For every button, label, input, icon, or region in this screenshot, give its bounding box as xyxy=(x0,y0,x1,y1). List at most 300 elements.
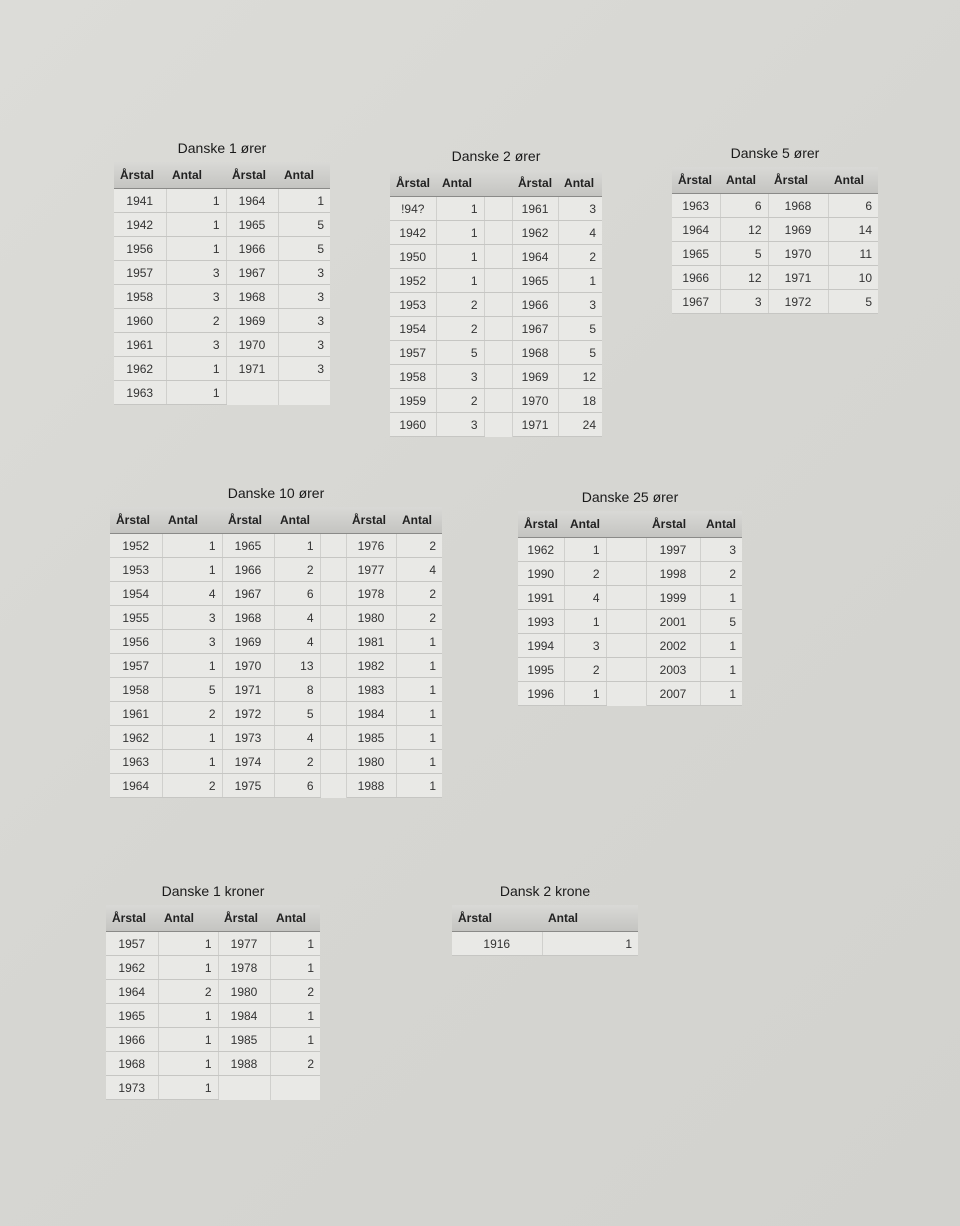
year-cell: 1974 xyxy=(222,750,274,774)
count-cell: 1 xyxy=(396,774,442,798)
count-cell: 3 xyxy=(564,634,606,658)
count-cell: 1 xyxy=(564,538,606,562)
table-row xyxy=(114,357,330,381)
table-row xyxy=(106,932,320,956)
year-cell: 1950 xyxy=(390,245,436,269)
year-cell: 1988 xyxy=(346,774,396,798)
count-cell: 2 xyxy=(436,389,484,413)
year-cell: 1966 xyxy=(672,266,720,290)
spacer-cell xyxy=(606,538,646,562)
count-cell: 1 xyxy=(396,726,442,750)
count-cell: 5 xyxy=(558,341,602,365)
column-header: Årstal xyxy=(518,511,564,538)
year-cell: 1971 xyxy=(768,266,828,290)
year-cell: 1953 xyxy=(110,558,162,582)
count-cell: 12 xyxy=(720,218,768,242)
table-block-ore5 xyxy=(672,145,878,314)
column-header: Antal xyxy=(270,905,320,932)
table-row xyxy=(110,582,442,606)
count-cell: 1 xyxy=(158,956,218,980)
table-title: Danske 5 ører xyxy=(730,145,820,161)
table-header-row xyxy=(672,167,878,194)
table-row xyxy=(390,389,602,413)
table-row xyxy=(110,606,442,630)
count-cell: 1 xyxy=(700,634,742,658)
table-row xyxy=(110,534,442,558)
count-cell: 2 xyxy=(162,702,222,726)
count-cell: 2 xyxy=(274,750,320,774)
spacer-cell xyxy=(484,317,512,341)
count-cell: 2 xyxy=(270,1052,320,1076)
year-cell: 1976 xyxy=(346,534,396,558)
count-cell: 1 xyxy=(436,269,484,293)
year-cell: 1968 xyxy=(512,341,558,365)
year-cell: 1975 xyxy=(222,774,274,798)
spacer-cell xyxy=(320,678,346,702)
year-cell: 1970 xyxy=(226,333,278,357)
count-cell: 1 xyxy=(558,269,602,293)
count-cell: 3 xyxy=(436,365,484,389)
count-cell: 2 xyxy=(166,309,226,333)
year-cell: 1993 xyxy=(518,610,564,634)
count-cell: 8 xyxy=(274,678,320,702)
count-cell: 1 xyxy=(436,221,484,245)
year-cell: 1996 xyxy=(518,682,564,706)
table-row xyxy=(518,658,742,682)
table-header-row xyxy=(390,170,602,197)
year-cell: 1965 xyxy=(222,534,274,558)
table-block-kr1 xyxy=(106,883,320,1100)
column-header-spacer xyxy=(606,511,646,538)
count-cell: 1 xyxy=(564,682,606,706)
count-cell: 5 xyxy=(558,317,602,341)
year-cell: 1964 xyxy=(672,218,720,242)
year-cell: 1964 xyxy=(512,245,558,269)
year-cell: 1990 xyxy=(518,562,564,586)
spacer-cell xyxy=(320,534,346,558)
spacer-cell xyxy=(320,630,346,654)
table-row xyxy=(518,586,742,610)
table-title: Dansk 2 krone xyxy=(499,883,591,899)
count-cell: 2 xyxy=(700,562,742,586)
coin-table-ore2 xyxy=(390,170,602,437)
count-cell: 2 xyxy=(564,658,606,682)
year-cell: 1956 xyxy=(110,630,162,654)
spacer-cell xyxy=(606,562,646,586)
column-header: Antal xyxy=(396,507,442,534)
count-cell: 6 xyxy=(828,194,878,218)
count-cell: 12 xyxy=(720,266,768,290)
column-header: Årstal xyxy=(512,170,558,197)
count-cell: 2 xyxy=(274,558,320,582)
year-cell: 1960 xyxy=(390,413,436,437)
table-block-ore2 xyxy=(390,148,602,437)
table-row xyxy=(106,1076,320,1100)
year-cell: 1965 xyxy=(226,213,278,237)
year-cell: 1978 xyxy=(218,956,270,980)
count-cell: 3 xyxy=(278,309,330,333)
column-header: Årstal xyxy=(110,507,162,534)
column-header: Årstal xyxy=(672,167,720,194)
year-cell: 1967 xyxy=(226,261,278,285)
year-cell: 1980 xyxy=(218,980,270,1004)
count-cell: 5 xyxy=(828,290,878,314)
count-cell: 1 xyxy=(396,654,442,678)
year-cell: 1984 xyxy=(346,702,396,726)
table-title: Danske 1 ører xyxy=(177,140,267,156)
year-cell: 1998 xyxy=(646,562,700,586)
spacer-cell xyxy=(320,654,346,678)
count-cell: 2 xyxy=(270,980,320,1004)
column-header: Antal xyxy=(564,511,606,538)
count-cell: 4 xyxy=(274,606,320,630)
column-header: Antal xyxy=(436,170,484,197)
table-row xyxy=(110,702,442,726)
count-cell: 3 xyxy=(278,285,330,309)
year-cell: 1971 xyxy=(222,678,274,702)
coin-table-kr2 xyxy=(452,905,638,956)
count-cell: 1 xyxy=(270,932,320,956)
count-cell: 1 xyxy=(158,932,218,956)
year-cell: 2007 xyxy=(646,682,700,706)
count-cell: 1 xyxy=(158,1052,218,1076)
count-cell: 1 xyxy=(158,1004,218,1028)
count-cell: 1 xyxy=(436,245,484,269)
year-cell: 1991 xyxy=(518,586,564,610)
year-cell: !94? xyxy=(390,197,436,221)
year-cell: 1916 xyxy=(452,932,542,956)
table-row xyxy=(106,1052,320,1076)
year-cell: 1962 xyxy=(110,726,162,750)
count-cell xyxy=(278,381,330,405)
year-cell: 1968 xyxy=(768,194,828,218)
count-cell: 1 xyxy=(166,357,226,381)
table-header-row xyxy=(106,905,320,932)
spacer-cell xyxy=(484,365,512,389)
column-header: Antal xyxy=(166,162,226,189)
year-cell: 1962 xyxy=(518,538,564,562)
year-cell: 1981 xyxy=(346,630,396,654)
year-cell: 1941 xyxy=(114,189,166,213)
table-row xyxy=(672,218,878,242)
year-cell: 1965 xyxy=(672,242,720,266)
spacer-cell xyxy=(320,558,346,582)
year-cell: 1966 xyxy=(106,1028,158,1052)
count-cell: 10 xyxy=(828,266,878,290)
table-row xyxy=(390,221,602,245)
count-cell: 1 xyxy=(542,932,638,956)
table-row xyxy=(106,980,320,1004)
table-row xyxy=(106,1004,320,1028)
column-header: Årstal xyxy=(452,905,542,932)
spacer-cell xyxy=(320,582,346,606)
table-row xyxy=(106,1028,320,1052)
count-cell: 2 xyxy=(162,774,222,798)
spacer-cell xyxy=(320,702,346,726)
table-block-kr2 xyxy=(452,883,638,956)
count-cell: 1 xyxy=(278,189,330,213)
count-cell: 4 xyxy=(162,582,222,606)
table-row xyxy=(114,285,330,309)
year-cell: 1955 xyxy=(110,606,162,630)
count-cell: 1 xyxy=(166,189,226,213)
count-cell: 5 xyxy=(720,242,768,266)
spacer-cell xyxy=(606,610,646,634)
table-row xyxy=(114,213,330,237)
count-cell: 24 xyxy=(558,413,602,437)
count-cell: 1 xyxy=(564,610,606,634)
year-cell: 1966 xyxy=(512,293,558,317)
count-cell: 1 xyxy=(700,658,742,682)
table-block-ore25 xyxy=(518,489,742,706)
count-cell: 4 xyxy=(274,726,320,750)
count-cell: 3 xyxy=(166,333,226,357)
spacer-cell xyxy=(606,634,646,658)
year-cell: 1973 xyxy=(222,726,274,750)
year-cell: 1952 xyxy=(110,534,162,558)
year-cell xyxy=(218,1076,270,1100)
table-row xyxy=(114,333,330,357)
year-cell: 1995 xyxy=(518,658,564,682)
column-header: Antal xyxy=(274,507,320,534)
count-cell: 4 xyxy=(396,558,442,582)
count-cell: 3 xyxy=(162,606,222,630)
count-cell: 14 xyxy=(828,218,878,242)
column-header: Antal xyxy=(158,905,218,932)
year-cell: 1962 xyxy=(512,221,558,245)
count-cell: 1 xyxy=(162,726,222,750)
table-row xyxy=(672,242,878,266)
year-cell: 1961 xyxy=(512,197,558,221)
table-row xyxy=(114,381,330,405)
column-header: Antal xyxy=(700,511,742,538)
count-cell: 1 xyxy=(274,534,320,558)
year-cell: 1988 xyxy=(218,1052,270,1076)
table-block-ore1 xyxy=(114,140,330,405)
count-cell: 1 xyxy=(396,702,442,726)
count-cell: 1 xyxy=(396,678,442,702)
table-block-ore10 xyxy=(110,485,442,798)
table-title: Danske 2 ører xyxy=(451,148,541,164)
column-header: Antal xyxy=(558,170,602,197)
year-cell: 1970 xyxy=(768,242,828,266)
column-header: Antal xyxy=(162,507,222,534)
count-cell: 6 xyxy=(274,582,320,606)
count-cell: 3 xyxy=(700,538,742,562)
count-cell: 1 xyxy=(436,197,484,221)
year-cell: 1967 xyxy=(672,290,720,314)
year-cell: 1958 xyxy=(390,365,436,389)
year-cell: 1994 xyxy=(518,634,564,658)
table-row xyxy=(672,266,878,290)
count-cell: 3 xyxy=(166,261,226,285)
column-header: Årstal xyxy=(646,511,700,538)
count-cell: 5 xyxy=(436,341,484,365)
count-cell: 4 xyxy=(558,221,602,245)
year-cell: 1967 xyxy=(222,582,274,606)
table-title: Danske 1 kroner xyxy=(161,883,265,899)
spacer-cell xyxy=(484,413,512,437)
table-row xyxy=(518,610,742,634)
count-cell: 4 xyxy=(274,630,320,654)
year-cell: 1985 xyxy=(218,1028,270,1052)
year-cell: 1978 xyxy=(346,582,396,606)
year-cell: 1968 xyxy=(226,285,278,309)
count-cell: 1 xyxy=(270,1028,320,1052)
table-row xyxy=(452,932,638,956)
spacer-cell xyxy=(484,293,512,317)
count-cell: 6 xyxy=(720,194,768,218)
year-cell: 1969 xyxy=(226,309,278,333)
year-cell: 1960 xyxy=(114,309,166,333)
count-cell: 3 xyxy=(436,413,484,437)
year-cell: 1965 xyxy=(512,269,558,293)
coin-table-ore1 xyxy=(114,162,330,405)
year-cell: 1968 xyxy=(106,1052,158,1076)
table-row xyxy=(518,538,742,562)
count-cell: 3 xyxy=(278,261,330,285)
spacer-cell xyxy=(606,682,646,706)
year-cell: 2001 xyxy=(646,610,700,634)
table-row xyxy=(518,682,742,706)
table-row xyxy=(390,317,602,341)
count-cell: 3 xyxy=(558,197,602,221)
year-cell: 1952 xyxy=(390,269,436,293)
year-cell: 1983 xyxy=(346,678,396,702)
year-cell: 1953 xyxy=(390,293,436,317)
count-cell: 2 xyxy=(558,245,602,269)
count-cell: 1 xyxy=(158,1028,218,1052)
count-cell: 1 xyxy=(166,213,226,237)
year-cell: 1963 xyxy=(110,750,162,774)
year-cell: 1984 xyxy=(218,1004,270,1028)
table-row xyxy=(114,309,330,333)
year-cell: 1969 xyxy=(222,630,274,654)
table-row xyxy=(114,261,330,285)
year-cell: 1970 xyxy=(512,389,558,413)
count-cell: 1 xyxy=(162,654,222,678)
table-row xyxy=(672,194,878,218)
count-cell: 3 xyxy=(720,290,768,314)
count-cell: 1 xyxy=(162,750,222,774)
count-cell: 11 xyxy=(828,242,878,266)
column-header: Årstal xyxy=(114,162,166,189)
column-header: Antal xyxy=(278,162,330,189)
table-row xyxy=(518,634,742,658)
column-header-spacer xyxy=(320,507,346,534)
year-cell: 1961 xyxy=(110,702,162,726)
table-header-row xyxy=(110,507,442,534)
count-cell: 6 xyxy=(274,774,320,798)
count-cell: 1 xyxy=(162,558,222,582)
coin-table-ore5 xyxy=(672,167,878,314)
spacer-cell xyxy=(606,658,646,682)
year-cell: 1963 xyxy=(114,381,166,405)
count-cell: 3 xyxy=(166,285,226,309)
count-cell: 1 xyxy=(396,750,442,774)
year-cell: 1942 xyxy=(390,221,436,245)
spacer-cell xyxy=(320,750,346,774)
count-cell: 3 xyxy=(278,333,330,357)
year-cell: 1954 xyxy=(110,582,162,606)
year-cell: 2002 xyxy=(646,634,700,658)
year-cell: 1964 xyxy=(226,189,278,213)
year-cell: 1963 xyxy=(672,194,720,218)
table-title: Danske 10 ører xyxy=(227,485,325,501)
year-cell: 1956 xyxy=(114,237,166,261)
count-cell: 5 xyxy=(278,237,330,261)
year-cell: 1958 xyxy=(110,678,162,702)
year-cell: 1982 xyxy=(346,654,396,678)
year-cell: 1985 xyxy=(346,726,396,750)
count-cell: 18 xyxy=(558,389,602,413)
count-cell: 12 xyxy=(558,365,602,389)
coin-table-kr1 xyxy=(106,905,320,1100)
count-cell: 1 xyxy=(396,630,442,654)
year-cell: 1966 xyxy=(226,237,278,261)
spacer-cell xyxy=(484,269,512,293)
count-cell: 5 xyxy=(162,678,222,702)
year-cell: 1957 xyxy=(110,654,162,678)
year-cell: 1977 xyxy=(218,932,270,956)
year-cell: 1964 xyxy=(110,774,162,798)
table-title: Danske 25 ører xyxy=(581,489,679,505)
spacer-cell xyxy=(484,197,512,221)
year-cell: 1970 xyxy=(222,654,274,678)
count-cell: 1 xyxy=(158,1076,218,1100)
table-row xyxy=(390,341,602,365)
column-header: Antal xyxy=(542,905,638,932)
table-row xyxy=(110,654,442,678)
year-cell: 1957 xyxy=(390,341,436,365)
count-cell: 1 xyxy=(166,381,226,405)
column-header: Årstal xyxy=(390,170,436,197)
coin-table-ore25 xyxy=(518,511,742,706)
year-cell: 1972 xyxy=(768,290,828,314)
spacer-cell xyxy=(484,245,512,269)
year-cell: 1971 xyxy=(226,357,278,381)
count-cell: 3 xyxy=(278,357,330,381)
year-cell: 1969 xyxy=(512,365,558,389)
count-cell: 1 xyxy=(162,534,222,558)
table-row xyxy=(672,290,878,314)
table-header-row xyxy=(114,162,330,189)
count-cell xyxy=(270,1076,320,1100)
column-header: Antal xyxy=(828,167,878,194)
year-cell: 1971 xyxy=(512,413,558,437)
year-cell: 1942 xyxy=(114,213,166,237)
year-cell xyxy=(226,381,278,405)
coin-table-ore10 xyxy=(110,507,442,798)
year-cell: 1959 xyxy=(390,389,436,413)
year-cell: 1958 xyxy=(114,285,166,309)
spacer-cell xyxy=(484,341,512,365)
table-row xyxy=(110,630,442,654)
count-cell: 2 xyxy=(436,317,484,341)
column-header: Antal xyxy=(720,167,768,194)
table-header-row xyxy=(452,905,638,932)
table-row xyxy=(110,558,442,582)
year-cell: 1967 xyxy=(512,317,558,341)
table-row xyxy=(390,245,602,269)
table-row xyxy=(110,774,442,798)
year-cell: 1962 xyxy=(114,357,166,381)
spacer-cell xyxy=(484,221,512,245)
count-cell: 2 xyxy=(396,534,442,558)
count-cell: 2 xyxy=(396,606,442,630)
column-header: Årstal xyxy=(768,167,828,194)
year-cell: 1972 xyxy=(222,702,274,726)
